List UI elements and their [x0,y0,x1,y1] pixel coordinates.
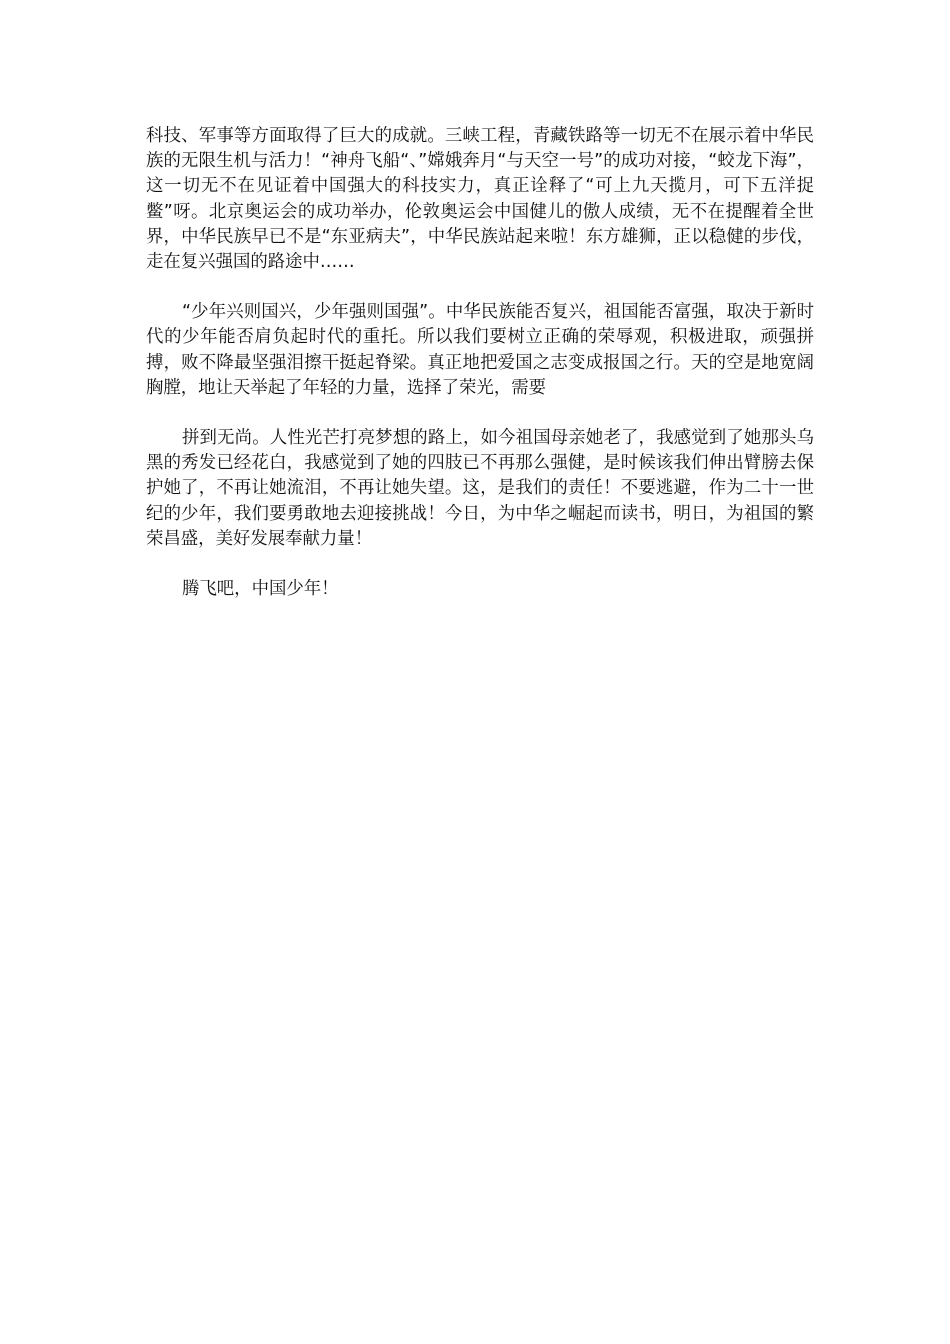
paragraph-spacer [146,401,814,426]
paragraph-achievements: 科技、军事等方面取得了巨大的成就。三峡工程，青藏铁路等一切无不在展示着中华民族的无限生机与活力！“神舟飞船“、”嫦娥奔月“与天空一号”的成功对接，“蛟龙下海”，这一切无不在见证着中国强大的科技实力，真正诠释了“可上九天揽月，可下五洋捉鳖”呀。北京奥运会的成功举办，伦敦奥运会中国健儿的傲人成绩，无不在提醒着全世界，中华民族早已不是“东亚病夫”，中华民族站起来啦！东方雄狮，正以稳健的步伐，走在复兴强国的路途中…… [146,126,814,273]
paragraph-spacer [146,552,814,577]
paragraph-spacer [146,275,814,300]
paragraph-responsibility: 拼到无尚。人性光芒打亮梦想的路上，如今祖国母亲她老了，我感觉到了她那头乌黑的秀发已经花白，我感觉到了她的四肢已不再那么强健，是时候该我们伸出臂膀去保护她了，不再让她流泪，不再让她失望。这，是我们的责任！不要逃避，作为二十一世纪的少年，我们要勇敢地去迎接挑战！今日，为中华之崛起而读书，明日，为祖国的繁荣昌盛，美好发展奉献力量！ [146,428,814,549]
paragraph-closing: 腾飞吧，中国少年！ [182,579,339,600]
paragraph-youth-strength: “少年兴则国兴，少年强则国强”。中华民族能否复兴，祖国能否富强，取决于新时代的少年能否肩负起时代的重托。所以我们要树立正确的荣辱观，积极进取，顽强拼搏，败不降最坚强泪擦干挺起脊梁。真正地把爱国之志变成报国之行。天的空是地宽阔胸膛，地让天举起了年轻的力量，选择了荣光，需要 [146,302,814,398]
essay-body [146,124,814,602]
